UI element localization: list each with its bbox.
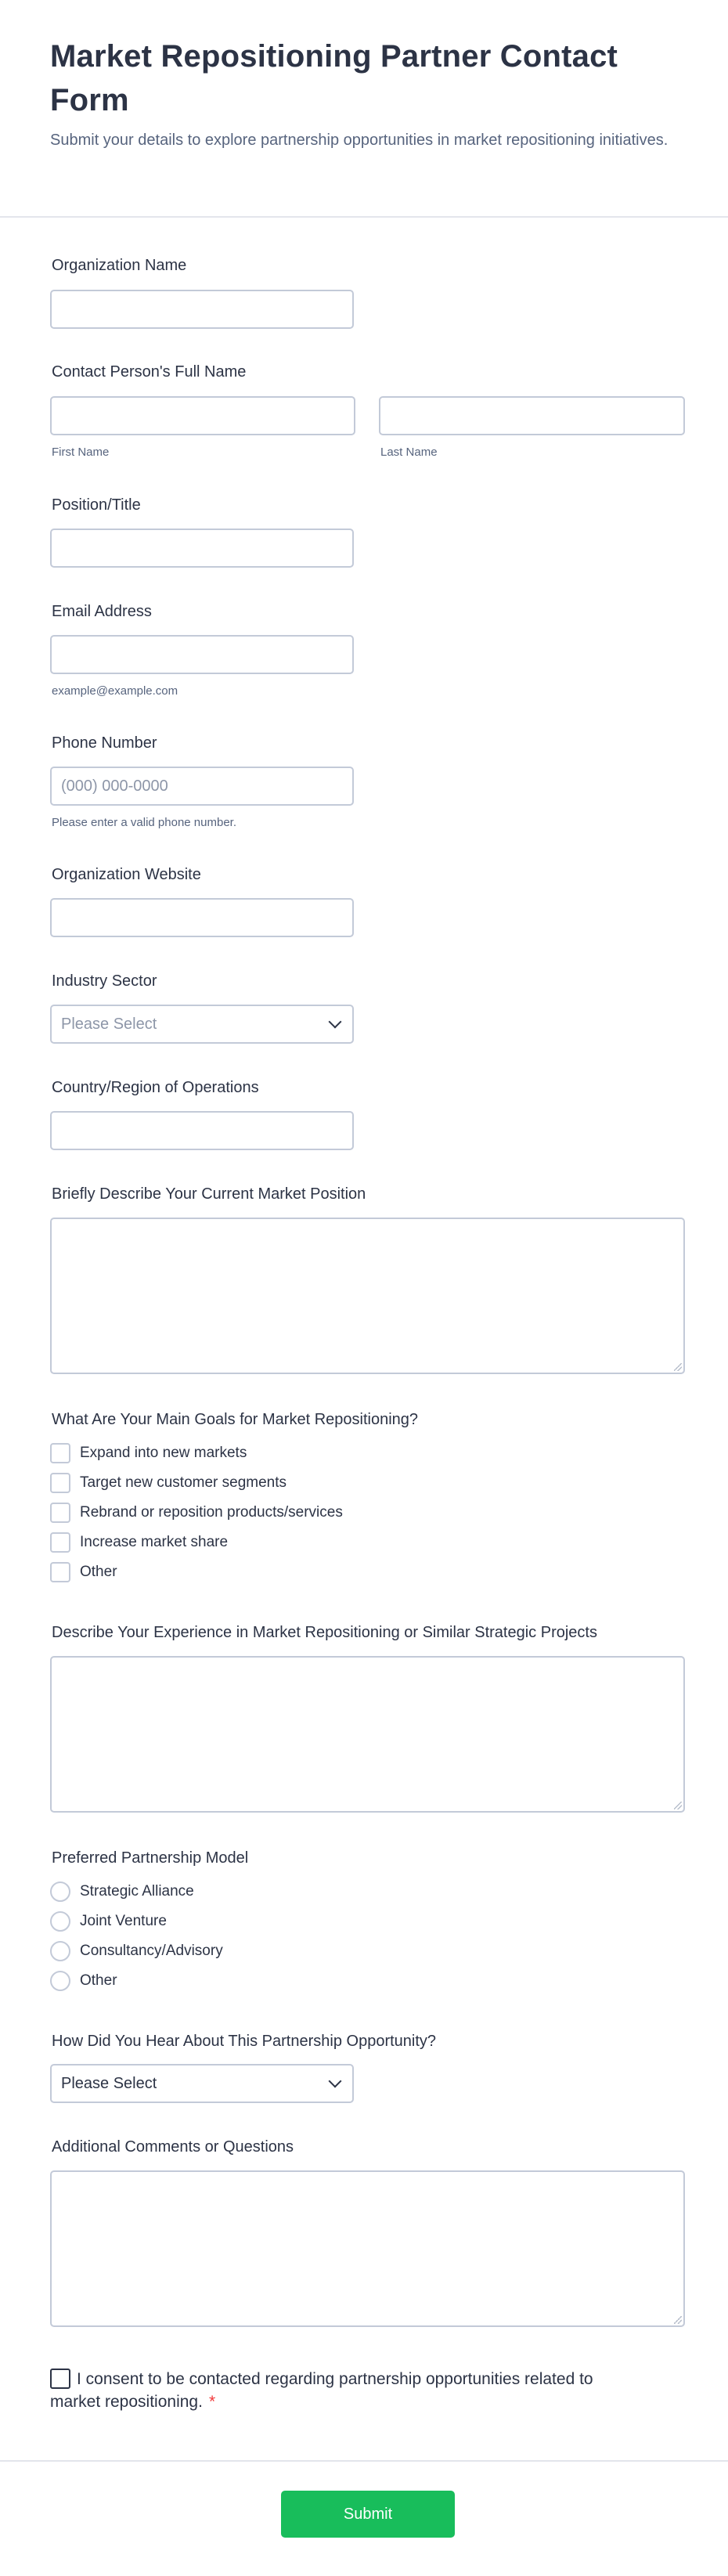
contact-name-label: Contact Person's Full Name <box>52 363 247 381</box>
checkbox[interactable] <box>50 1443 70 1463</box>
first-name-sublabel: First Name <box>52 446 110 459</box>
partnership-option-label: Joint Venture <box>80 1913 167 1929</box>
page-subtitle: Submit your details to explore partnership opportunities in market repositioning initiatives. <box>50 132 669 149</box>
phone-label: Phone Number <box>52 734 157 752</box>
partnership-option-label: Strategic Alliance <box>80 1883 194 1900</box>
heard-about-label: How Did You Hear About This Partnership Opportunity? <box>52 2033 437 2050</box>
goal-option[interactable] <box>50 1562 117 1582</box>
market-position-wrapper <box>50 1218 685 1374</box>
goal-option-label: Target new customer segments <box>80 1474 287 1491</box>
website-label: Organization Website <box>52 866 201 883</box>
resize-handle-icon[interactable] <box>674 1802 682 1809</box>
goal-option[interactable] <box>50 1532 228 1553</box>
experience-label: Describe Your Experience in Market Repositioning or Similar Strategic Projects <box>52 1624 597 1641</box>
phone-input[interactable] <box>50 767 354 806</box>
country-label: Country/Region of Operations <box>52 1079 259 1096</box>
org-name-input[interactable] <box>50 290 354 329</box>
position-label: Position/Title <box>52 496 141 514</box>
last-name-input[interactable] <box>379 396 685 435</box>
market-position-label: Briefly Describe Your Current Market Position <box>52 1185 366 1203</box>
consent-checkbox[interactable] <box>50 2369 70 2389</box>
comments-label: Additional Comments or Questions <box>52 2138 294 2156</box>
first-name-input[interactable] <box>50 396 355 435</box>
chevron-down-icon <box>329 2075 342 2088</box>
org-name-label: Organization Name <box>52 257 187 274</box>
checkbox[interactable] <box>50 1473 70 1493</box>
industry-label: Industry Sector <box>52 972 157 990</box>
partnership-option[interactable] <box>50 1911 167 1932</box>
radio-button[interactable] <box>50 1911 70 1932</box>
email-input[interactable] <box>50 635 354 674</box>
partnership-option[interactable] <box>50 1971 117 1991</box>
goal-option[interactable] <box>50 1443 247 1463</box>
goal-option-label: Other <box>80 1564 117 1580</box>
experience-textarea[interactable] <box>50 1656 685 1813</box>
partnership-option[interactable] <box>50 1941 223 1961</box>
partnership-option-label: Consultancy/Advisory <box>80 1943 223 1959</box>
checkbox[interactable] <box>50 1503 70 1523</box>
consent-label: I consent to be contacted regarding partnership opportunities related to market repositioning. <box>50 2370 593 2411</box>
last-name-sublabel: Last Name <box>380 446 438 459</box>
resize-handle-icon[interactable] <box>674 1363 682 1371</box>
comments-wrapper <box>50 2170 685 2327</box>
goals-label: What Are Your Main Goals for Market Repositioning? <box>52 1411 419 1428</box>
goal-option[interactable] <box>50 1473 287 1493</box>
chevron-down-icon <box>329 1016 342 1029</box>
submit-button[interactable]: Submit <box>281 2491 455 2538</box>
industry-select-value: Please Select <box>61 1015 157 1033</box>
goal-option[interactable] <box>50 1503 343 1523</box>
footer-divider <box>0 2460 728 2462</box>
email-label: Email Address <box>52 603 152 620</box>
experience-wrapper <box>50 1656 685 1813</box>
phone-sublabel: Please enter a valid phone number. <box>52 816 236 829</box>
resize-handle-icon[interactable] <box>674 2316 682 2324</box>
required-asterisk: * <box>208 2393 216 2411</box>
country-input[interactable] <box>50 1111 354 1150</box>
goal-option-label: Rebrand or reposition products/services <box>80 1504 343 1521</box>
heard-about-select-value: Please Select <box>61 2074 157 2092</box>
industry-select[interactable] <box>50 1005 354 1044</box>
checkbox[interactable] <box>50 1532 70 1553</box>
market-position-textarea[interactable] <box>50 1218 685 1374</box>
page-title: Market Repositioning Partner Contact Form <box>50 39 618 117</box>
website-input[interactable] <box>50 898 354 937</box>
goal-option-label: Expand into new markets <box>80 1445 247 1461</box>
radio-button[interactable] <box>50 1941 70 1961</box>
heard-about-select[interactable] <box>50 2064 354 2103</box>
position-input[interactable] <box>50 529 354 568</box>
partnership-option-label: Other <box>80 1972 117 1989</box>
comments-textarea[interactable] <box>50 2170 685 2327</box>
goal-option-label: Increase market share <box>80 1534 229 1550</box>
partnership-option[interactable] <box>50 1881 194 1902</box>
email-sublabel: example@example.com <box>52 684 178 698</box>
radio-button[interactable] <box>50 1881 70 1902</box>
radio-button[interactable] <box>50 1971 70 1991</box>
header-divider <box>0 216 728 218</box>
checkbox[interactable] <box>50 1562 70 1582</box>
partnership-model-label: Preferred Partnership Model <box>52 1849 249 1867</box>
consent-field[interactable] <box>50 2368 645 2413</box>
